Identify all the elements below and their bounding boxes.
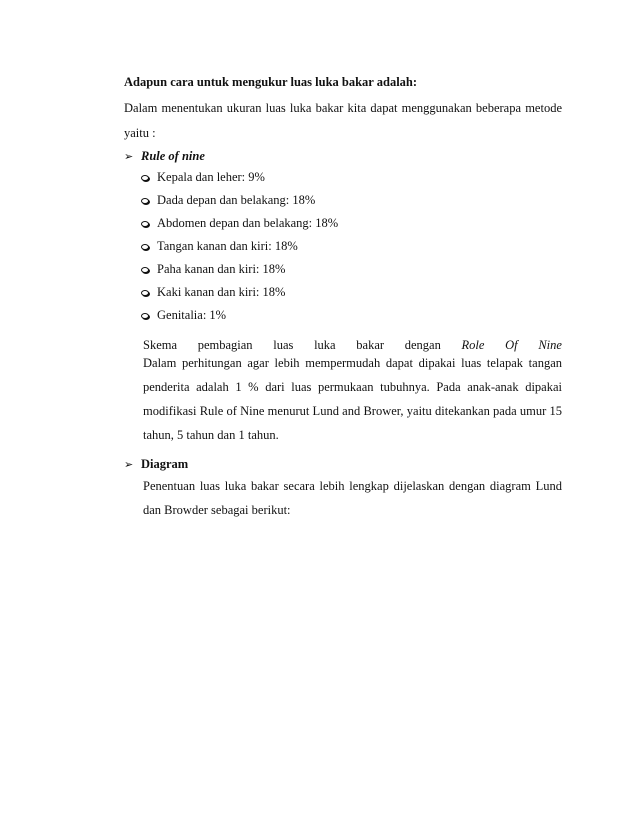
- arrow-bullet-icon: ➢: [124, 150, 134, 163]
- arrow-bullet-icon: ➢: [124, 458, 134, 471]
- paragraph-line: dan Browder sebagai berikut:: [143, 503, 291, 517]
- schema-word: Role: [461, 338, 485, 352]
- schema-word: luas: [273, 338, 294, 352]
- diagram-title: Diagram: [141, 457, 189, 471]
- diagram-heading: [124, 457, 188, 472]
- rule-of-nine-heading: [124, 149, 205, 164]
- intro-line-2: yaitu :: [124, 126, 156, 140]
- paragraph-line: penderita adalah 1 % dari luas permukaan tubuhnya. Pada anak-anak dipakai: [143, 380, 562, 394]
- list-item: Paha kanan dan kiri: 18%: [157, 262, 286, 276]
- schema-line: [143, 338, 562, 353]
- list-item: Kepala dan leher: 9%: [157, 170, 265, 184]
- paragraph-line: tahun, 5 tahun dan 1 tahun.: [143, 428, 279, 442]
- intro-line-1: Dalam menentukan ukuran luas luka bakar kita dapat menggunakan beberapa metode: [124, 101, 562, 115]
- schema-word: bakar: [356, 338, 385, 352]
- bullet-icon: [141, 198, 149, 204]
- schema-word: Skema: [143, 338, 178, 352]
- bullet-icon: [141, 313, 149, 319]
- list-item: Tangan kanan dan kiri: 18%: [157, 239, 298, 253]
- paragraph-line: Penentuan luas luka bakar secara lebih lengkap dijelaskan dengan diagram Lund: [143, 479, 562, 493]
- paragraph-line: modifikasi Rule of Nine menurut Lund and Brower, yaitu ditekankan pada umur 15: [143, 404, 562, 418]
- schema-word: Of: [505, 338, 518, 352]
- list-item: Kaki kanan dan kiri: 18%: [157, 285, 286, 299]
- bullet-icon: [141, 221, 149, 227]
- schema-word: dengan: [404, 338, 441, 352]
- bullet-icon: [141, 175, 149, 181]
- section-heading: Adapun cara untuk mengukur luas luka bakar adalah:: [124, 75, 418, 89]
- bullet-icon: [141, 267, 149, 273]
- schema-word: Nine: [538, 338, 562, 352]
- bullet-icon: [141, 290, 149, 296]
- schema-word: luka: [314, 338, 336, 352]
- list-item: Dada depan dan belakang: 18%: [157, 193, 316, 207]
- rule-of-nine-title: Rule of nine: [141, 149, 205, 163]
- paragraph-line: Dalam perhitungan agar lebih mempermudah dapat dipakai luas telapak tangan: [143, 356, 562, 370]
- list-item: Genitalia: 1%: [157, 308, 227, 322]
- list-item: Abdomen depan dan belakang: 18%: [157, 216, 339, 230]
- schema-word: pembagian: [197, 338, 253, 352]
- bullet-icon: [141, 244, 149, 250]
